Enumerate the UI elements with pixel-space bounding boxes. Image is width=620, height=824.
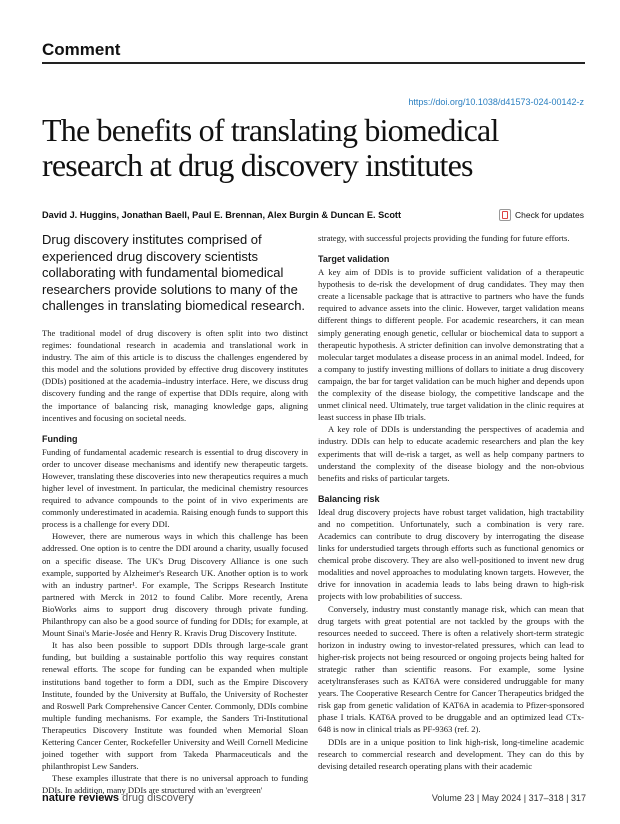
journal-logo: [42, 792, 194, 804]
risk-paragraph-2: Conversely, industry must constantly manage risk, which can mean that drug targets with great potential are not tackled by the groups with the resources needed to succeed. There is often a relatively short-term strategic horizon in industry owing to investor-related pressures, which can lead to higher-risk projects not being resourced or ongoing projects being halted for strategic rather than scientific reasons. For example, some lysine acetyltransferases such as KAT6A were considered undruggable for many years. The Cooperative Research Centre for Cancer Therapeutics bridged the risk gap from genetic validation of KAT6A in academia to Pfizer-sponsored phase I trials. KAT6A proved to be druggable and an optimized lead CTx-648 is now in clinical trials as PF-9363 (ref. 2).: [318, 603, 584, 735]
balancing-risk-heading: Balancing risk: [318, 493, 380, 504]
target-paragraph-2: A key role of DDIs is understanding the perspectives of academia and industry. DDIs can help to educate academic researchers and plan the key experiments that will de-risk a target, as well as help company partners to understand the complexity of the disease biology and the non-obvious benefits and risks of particular targets.: [318, 424, 584, 483]
funding-heading: Funding: [42, 433, 78, 444]
funding-paragraph-2: However, there are numerous ways in which this challenge has been addressed. One option is to centre the DDI around a charity, usually focused on a specific disease. The UK's Drug Discovery Alliance is one such example, supported by Alzheimer's Research UK. Another option is to work with an industry partner¹. For example, The Scripps Research Institute partnered with Merck in 2012 to found Calibr. More recently, Arena BioWorks aims to support drug discovery through private funding. Philanthropy can also be a good source of funding for DDIs; for example, at Mount Sinai's Marie-Josée and Henry R. Kravis Drug Discovery Institute.: [42, 531, 308, 639]
issue-info: Volume 23 | May 2024 | 317–318 | 317: [431, 793, 586, 803]
risk-paragraph-3: DDIs are in a unique position to link high-risk, long-timeline academic research to commercial research and development. They can do this by devising detailed research operating plans with their academic: [318, 736, 584, 771]
risk-paragraph-1: Ideal drug discovery projects have robust target validation, high tractability and no competition. Unfortunately, such a combination is very rare. Academics can contribute to drug discovery by interrogating the disease links for understudied targets through efforts such as functional genomics or chemical probe discovery. They are also well-positioned to invent new drug modalities and novel approaches to modulating known targets. However, the drive for innovation in academia leads to labs being drawn to high-risk projects with low probabilities of success.: [318, 506, 584, 602]
continuation-paragraph: strategy, with successful projects providing the funding for future efforts.: [318, 233, 570, 243]
intro-paragraph: The traditional model of drug discovery is often split into two distinct regimes: foundational research in academia and translational work in industry. The aim of this article is to discuss the challenges engendered by this model and the solutions provided by effective drug discovery institutes (DDIs) positioned at the academia–industry interface. Here, we discuss drug discovery funding and the range of expertise that DDIs require, along with the importance of balancing risk, managing knowledge gaps, aligning incentives and focusing on societal needs.: [42, 327, 308, 423]
target-paragraph-1: A key aim of DDIs is to provide sufficient validation of a therapeutic hypothesis to de-risk the development of drug candidates. They may then create a licensable package that is attractive to partners who have the funds required to advance assets into the clinic. However, target validation means different things to different people. For academic researchers, it can mean simply generating enough genetic, cellular or biochemical data to support a therapeutic hypothesis. A stricter definition can involve demonstrating that a molecular target modulates a disease process in an animal model. Indeed, for a company to justify investing millions of dollars to initiate a drug discovery campaign, the bar for target validation can be much higher and depends upon the complexity of the disease biology, the competitive landscape and the unmet clinical need. Ultimately, true target validation in the clinic requires at least success in phase IIb trials.: [318, 267, 584, 423]
check-updates-button[interactable]: [499, 209, 584, 221]
check-updates-label: Check for updates: [515, 210, 584, 220]
funding-paragraph-1: Funding of fundamental academic research is essential to drug discovery in order to uncover disease mechanisms and identify new therapeutic targets. However, translating these discoveries into new therapeutics requires a much higher level of investment. In particular, the medicinal chemistry resources required to advance compounds to the point of in vivo experiments are commonly underestimated in academia. Raising enough funds to support this process is a challenge for every DDI.: [42, 446, 308, 530]
standfirst: Drug discovery institutes comprised of experienced drug discovery scientists collaborating with fundamental biomedical researchers provide solutions to many of the challenges in translating biomedical research.: [42, 232, 306, 314]
funding-paragraph-4: These examples illustrate that there is no universal approach to funding DDIs. In addition, many DDIs are structured with an 'evergreen': [42, 773, 308, 796]
journal-brand: nature reviews: [42, 792, 120, 804]
section-label: Comment: [42, 40, 121, 59]
article-title: The benefits of translating biomedical research at drug discovery institutes: [42, 112, 499, 183]
funding-paragraph-3: It has also been possible to support DDIs through large-scale grant funding, but building a sustainable portfolio this way requires constant renewal efforts. The scope for funding can be expanded when multiple institutions band together to form a DDI, such as the Empire Discovery Institute, founded by the University at Buffalo, the University of Rochester and Roswell Park Comprehensive Cancer Center. Commonly, DDIs combine multiple funding mechanisms. For example, the Sanders Tri-Institutional Therapeutics Discovery Institute was founded when Memorial Sloan Kettering Cancer Center, Rockefeller University and Weill Cornell Medicine joined together with support from Takeda Pharmaceuticals and the philanthropist Lew Sanders.: [42, 640, 308, 772]
check-updates-icon: [499, 209, 511, 221]
header-rule: [42, 62, 585, 64]
doi-link[interactable]: https://doi.org/10.1038/d41573-024-00142-z: [408, 97, 584, 107]
journal-name: drug discovery: [122, 792, 194, 804]
target-validation-heading: Target validation: [318, 254, 390, 265]
author-list: David J. Huggins, Jonathan Baell, Paul E. Brennan, Alex Burgin & Duncan E. Scott: [42, 210, 402, 220]
left-column: [42, 232, 308, 796]
right-column: [318, 232, 584, 772]
